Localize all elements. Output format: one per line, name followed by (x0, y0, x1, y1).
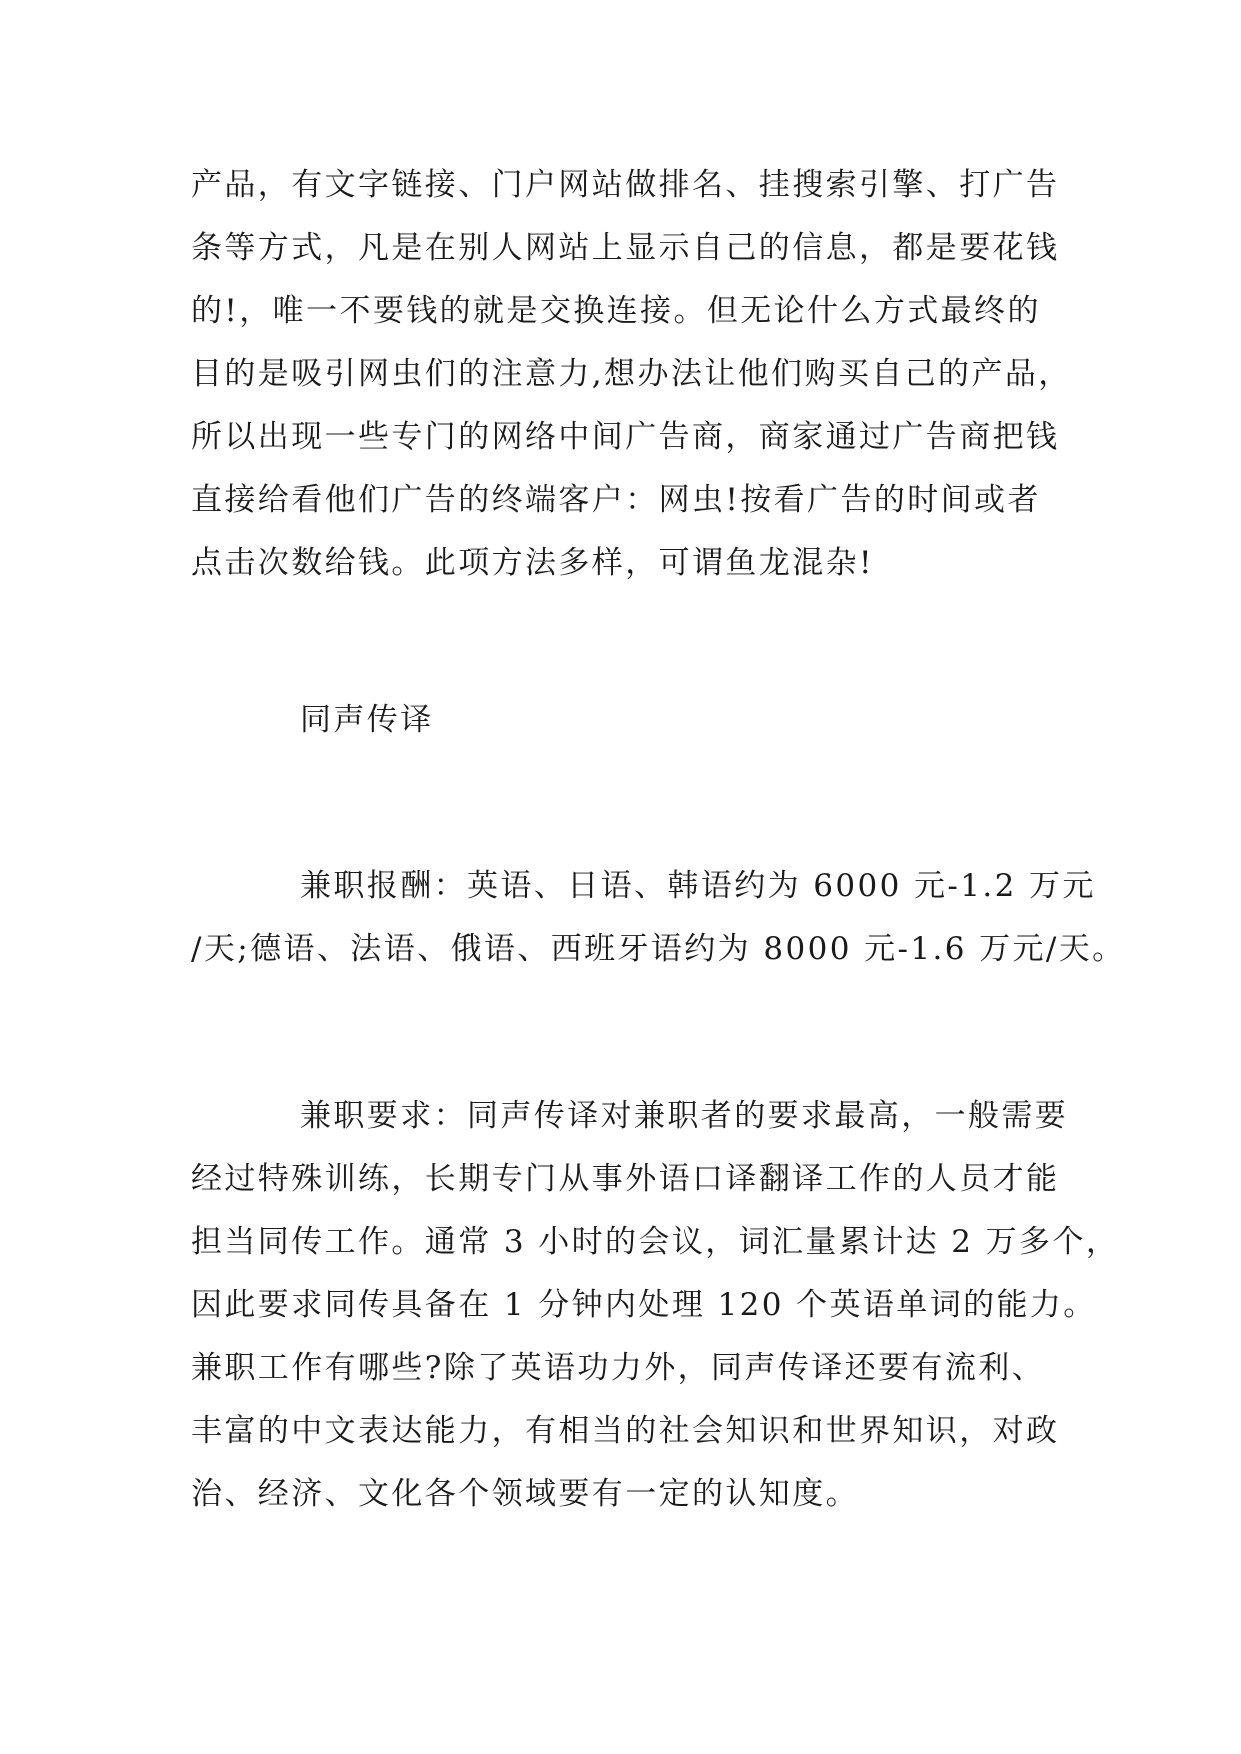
paragraph-1-line-5: 所以出现一些专门的网络中间广告商，商家通过广告商把钱 (191, 419, 1060, 455)
paragraph-3-line-3: 担当同传工作。通常 3 小时的会议，词汇量累计达 2 万多个， (191, 1224, 1120, 1260)
paragraph-3-line-1: 兼职要求：同声传译对兼职者的要求最高，一般需要 (300, 1098, 1069, 1134)
paragraph-2-line-1: 兼职报酬：英语、日语、韩语约为 6000 元-1.2 万元 (300, 868, 1096, 904)
paragraph-3-line-4: 因此要求同传具备在 1 分钟内处理 120 个英语单词的能力。 (191, 1287, 1097, 1323)
paragraph-3-line-5: 兼职工作有哪些?除了英语功力外，同声传译还要有流利、 (191, 1350, 1046, 1386)
paragraph-1-line-2: 条等方式，凡是在别人网站上显示自己的信息，都是要花钱 (191, 230, 1060, 266)
paragraph-1-line-7: 点击次数给钱。此项方法多样，可谓鱼龙混杂! (191, 545, 874, 581)
section-heading: 同声传译 (300, 702, 434, 738)
paragraph-1-line-1: 产品，有文字链接、门户网站做排名、挂搜索引擎、打广告 (191, 167, 1060, 203)
paragraph-1-line-6: 直接给看他们广告的终端客户：网虫!按看广告的时间或者 (191, 482, 1041, 518)
paragraph-3-line-2: 经过特殊训练，长期专门从事外语口译翻译工作的人员才能 (191, 1161, 1060, 1197)
paragraph-3-line-6: 丰富的中文表达能力，有相当的社会知识和世界知识，对政 (191, 1413, 1060, 1449)
paragraph-3-line-7: 治、经济、文化各个领域要有一定的认知度。 (191, 1476, 859, 1512)
paragraph-2-line-2: /天;德语、法语、俄语、西班牙语约为 8000 元-1.6 万元/天。 (191, 931, 1126, 967)
paragraph-1-line-3: 的!，唯一不要钱的就是交换连接。但无论什么方式最终的 (191, 293, 1041, 329)
paragraph-1-line-4: 目的是吸引网虫们的注意力,想办法让他们购买自己的产品， (191, 356, 1072, 392)
